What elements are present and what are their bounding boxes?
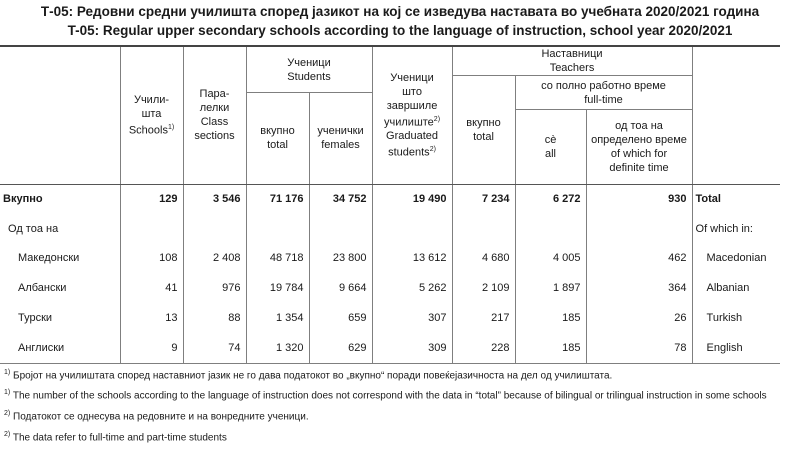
cell-graduated: 307 xyxy=(372,303,452,333)
header-teachers-total: вкупно total xyxy=(452,76,515,184)
cell-classes: 74 xyxy=(183,333,246,363)
cell-definite: 78 xyxy=(586,333,692,363)
cell-definite: 364 xyxy=(586,273,692,303)
row-label-en: Of which in: xyxy=(692,214,780,243)
cell-fulltime-all: 185 xyxy=(515,303,586,333)
cell-schools: 108 xyxy=(120,243,183,273)
header-all: сè all xyxy=(515,110,586,184)
row-label-mk: Англиски xyxy=(0,333,120,363)
header-definite: од тоа на определено време of which for definite time xyxy=(586,110,692,184)
cell-graduated: 309 xyxy=(372,333,452,363)
cell-classes: 3 546 xyxy=(183,184,246,214)
cell-classes: 2 408 xyxy=(183,243,246,273)
row-label-en: Albanian xyxy=(692,273,780,303)
row-label-mk: Од тоа на xyxy=(8,222,59,235)
cell-students-total: 71 176 xyxy=(246,184,309,214)
header-graduated: Ученици што завршиле училиште$^{2)}$ Graduated students$^{2)}$ xyxy=(372,46,452,184)
header-schools: Учили- шта Schools$^{1)}$ xyxy=(120,46,183,184)
table-row xyxy=(0,243,780,273)
footnote: $^{2)}$ The data refer to full-time and part-time students xyxy=(4,431,227,444)
cell-females: 23 800 xyxy=(309,243,372,273)
row-label-en: Turkish xyxy=(692,303,780,333)
header-females: ученички females xyxy=(309,93,372,184)
footnote: $^{2)}$ Податокот се однесува на редовните и на вонредните ученици. xyxy=(4,410,309,423)
header-teachers: Наставници Teachers xyxy=(452,46,692,76)
cell-teachers-total: 4 680 xyxy=(452,243,515,273)
table-row-total xyxy=(0,184,780,214)
table-row xyxy=(0,333,780,363)
row-label-en: English xyxy=(692,333,780,363)
cell-graduated: 19 490 xyxy=(372,184,452,214)
header-blank-right xyxy=(692,46,780,184)
cell-definite: 930 xyxy=(586,184,692,214)
cell-students-total: 48 718 xyxy=(246,243,309,273)
cell-females: 34 752 xyxy=(309,184,372,214)
cell-females: 659 xyxy=(309,303,372,333)
cell-classes: 88 xyxy=(183,303,246,333)
header-students: Ученици Students xyxy=(246,46,372,93)
footnote: $^{1)}$ Бројот на училиштата според наставниот јазик не го дава податокот во „вкупно“ поради повеќејазичноста на дел од училиштата. xyxy=(4,369,613,382)
cell-fulltime-all: 6 272 xyxy=(515,184,586,214)
header-classes: Пара- лелки Class sections xyxy=(183,46,246,184)
cell-teachers-total: 7 234 xyxy=(452,184,515,214)
cell-schools: 41 xyxy=(120,273,183,303)
cell-students-total: 19 784 xyxy=(246,273,309,303)
footnote: $^{1)}$ The number of the schools according to the language of instruction does not correspond with the data in “total” because of bilingual or trilingual instruction in some schools xyxy=(4,389,767,402)
header-fulltime: со полно работно време full-time xyxy=(515,76,692,110)
cell-teachers-total: 228 xyxy=(452,333,515,363)
cell-students-total: 1 354 xyxy=(246,303,309,333)
row-label-mk: Турски xyxy=(18,312,53,324)
table-row-of-which xyxy=(0,214,780,243)
cell-schools: 129 xyxy=(120,184,183,214)
cell-definite: 462 xyxy=(586,243,692,273)
cell-fulltime-all: 4 005 xyxy=(515,243,586,273)
cell-schools: 9 xyxy=(120,333,183,363)
cell-fulltime-all: 1 897 xyxy=(515,273,586,303)
table-row xyxy=(0,273,780,303)
cell-teachers-total: 2 109 xyxy=(452,273,515,303)
data-table xyxy=(0,45,780,364)
cell-graduated: 5 262 xyxy=(372,273,452,303)
row-label-en: Macedonian xyxy=(692,243,780,273)
cell-fulltime-all: 185 xyxy=(515,333,586,363)
header-students-total: вкупно total xyxy=(246,93,309,184)
cell-graduated: 13 612 xyxy=(372,243,452,273)
cell-students-total: 1 320 xyxy=(246,333,309,363)
table-row xyxy=(0,303,780,333)
row-label-mk: Вкупно xyxy=(3,193,43,206)
row-label-en: Total xyxy=(692,184,780,214)
title-en: T-05: Regular upper secondary schools according to the language of instruction, school year 2020/2021 xyxy=(67,23,733,38)
cell-females: 629 xyxy=(309,333,372,363)
cell-teachers-total: 217 xyxy=(452,303,515,333)
row-label-mk: Македонски xyxy=(18,252,80,264)
cell-females: 9 664 xyxy=(309,273,372,303)
row-label-mk: Албански xyxy=(18,282,67,294)
title-mk: Т-05: Редовни средни училишта според јазикот на кој се изведува наставата во учебната 2020/2021 година xyxy=(40,4,760,19)
cell-schools: 13 xyxy=(120,303,183,333)
cell-classes: 976 xyxy=(183,273,246,303)
cell-definite: 26 xyxy=(586,303,692,333)
header-blank-left xyxy=(0,46,120,184)
